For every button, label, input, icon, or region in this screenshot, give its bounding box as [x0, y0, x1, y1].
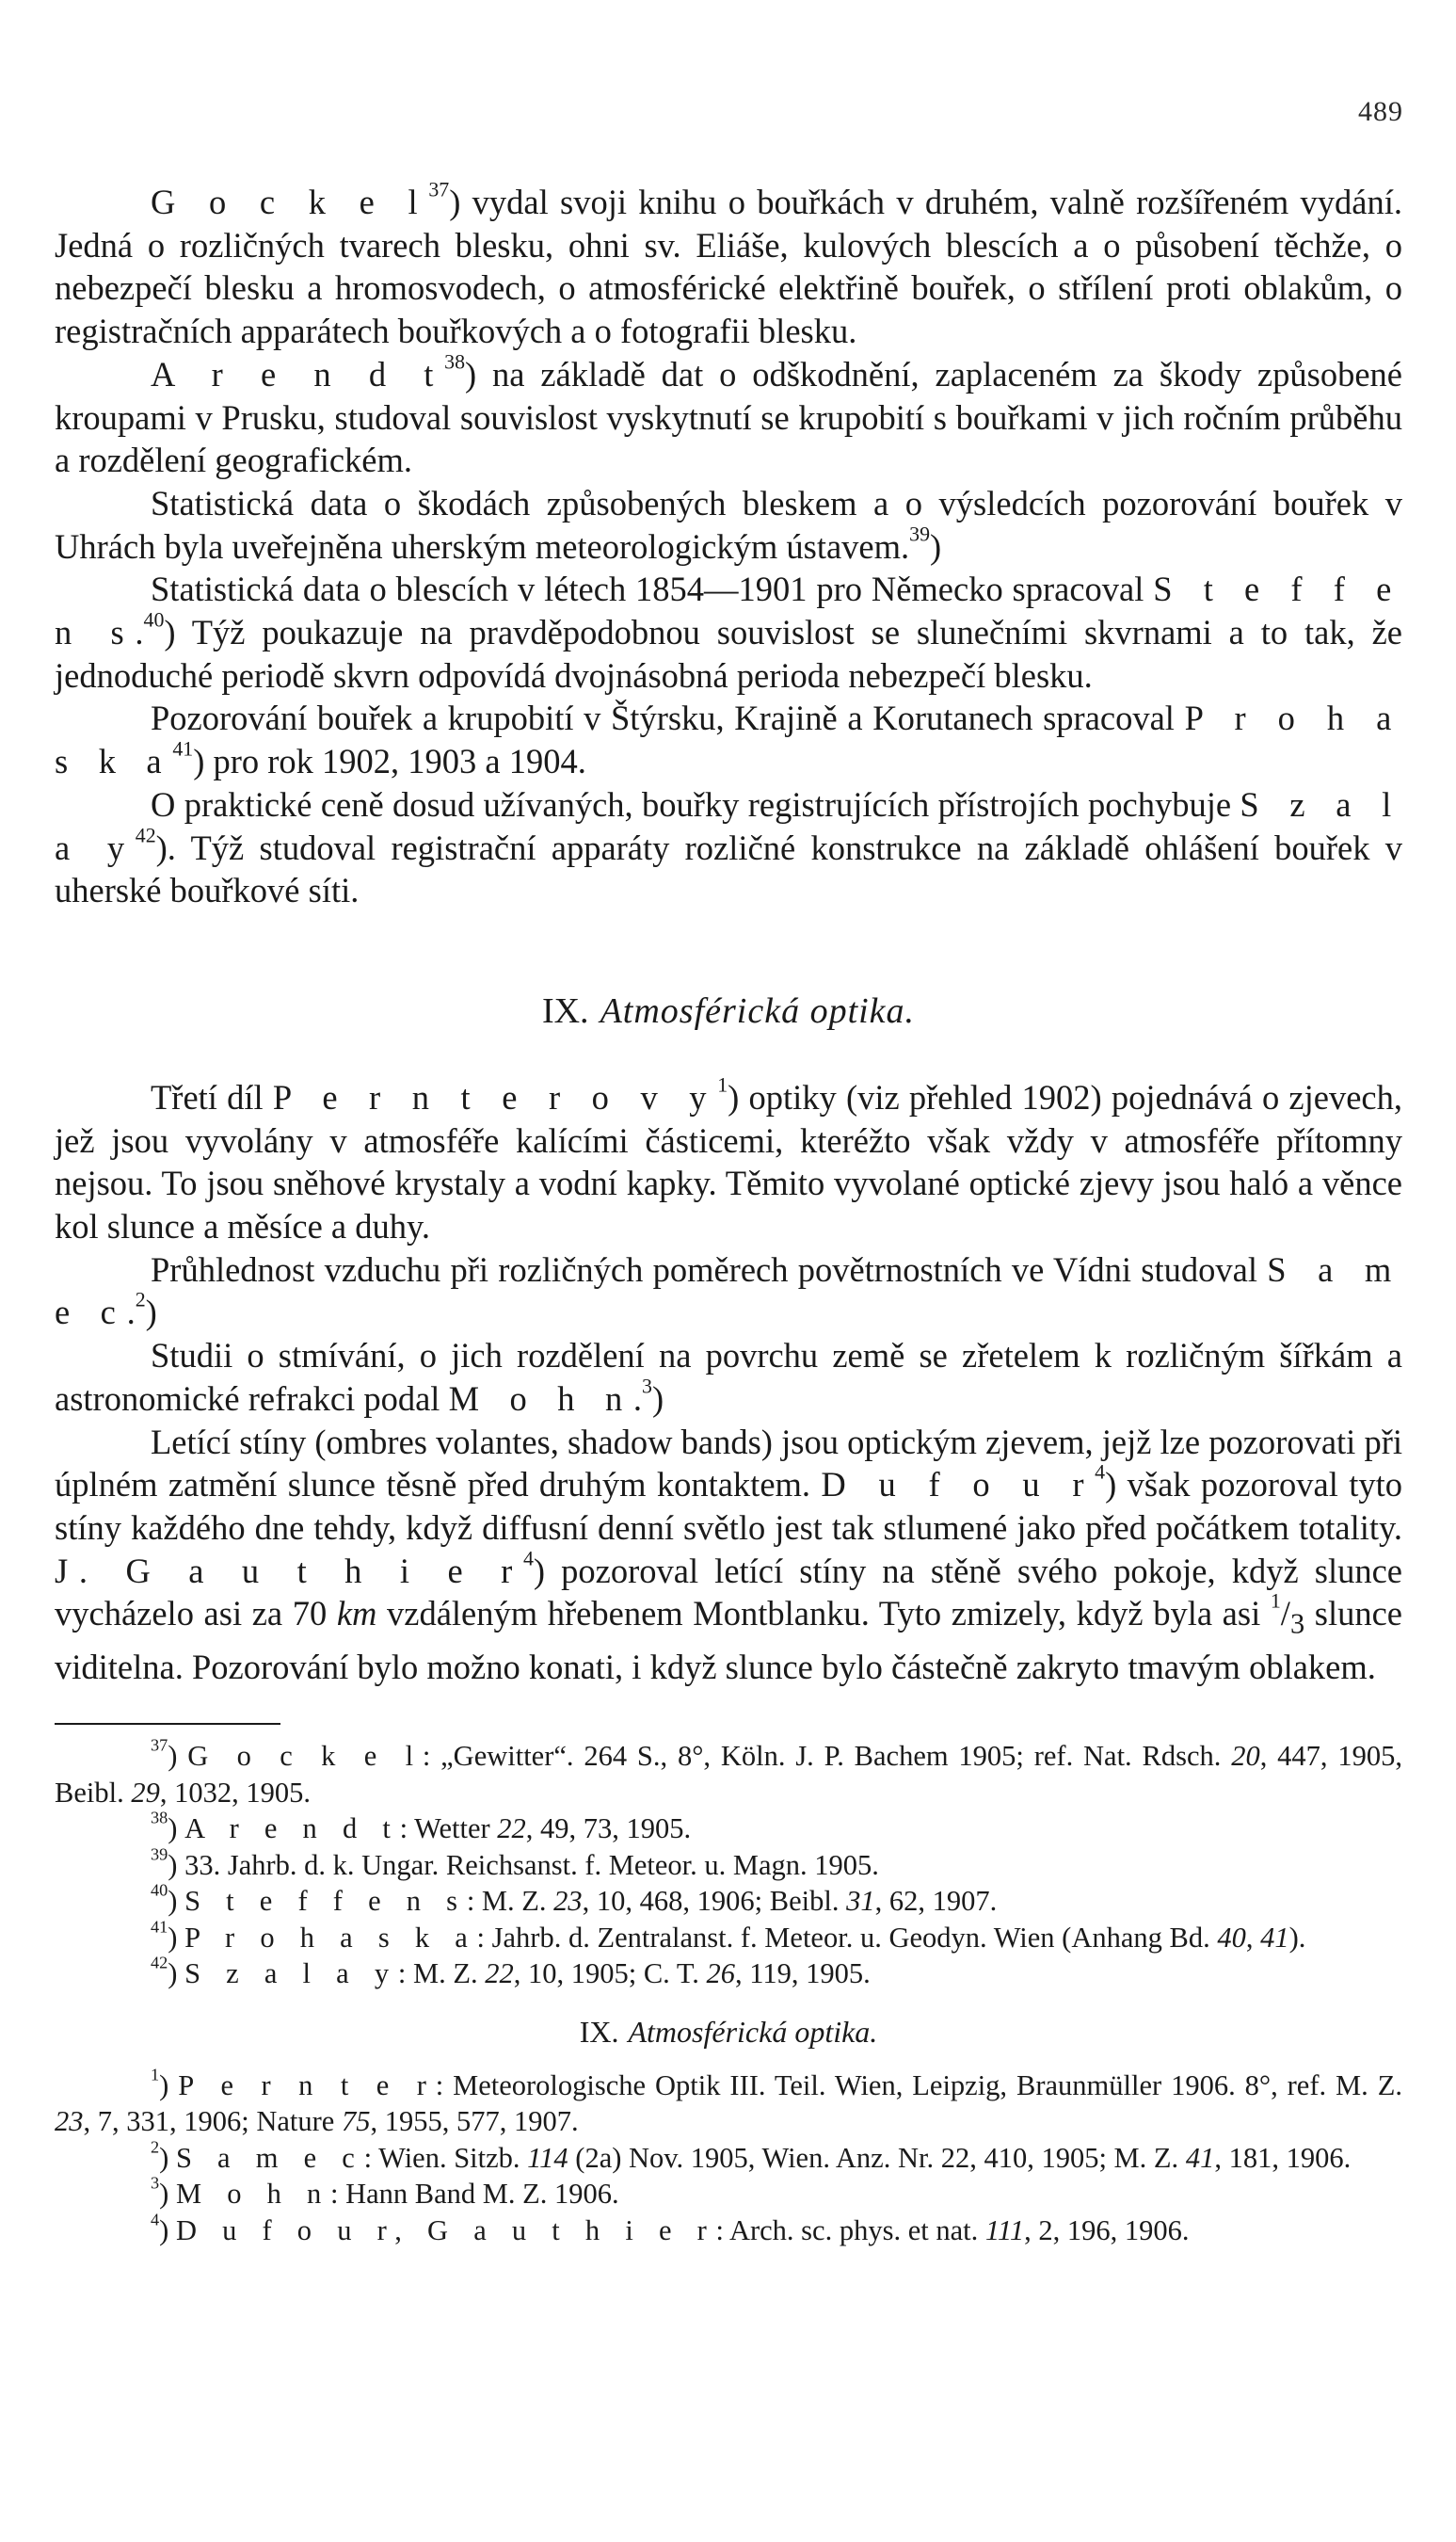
paragraph [55, 177, 1402, 353]
unit: km [336, 1594, 377, 1633]
footnote-mark: 38 [151, 1808, 168, 1827]
paragraph-text: . [135, 613, 144, 652]
volume-number: 114 [527, 2141, 568, 2174]
paragraph [55, 1072, 1403, 1248]
footnote-ref: 37 [428, 177, 450, 201]
volume-number: 41 [1185, 2141, 1215, 2174]
paragraph-text: ) [145, 1293, 157, 1332]
paragraph-text: ) však pozoroval tyto stíny každého dne tehdy, když diffusní denní světlo jest tak stlumené jako před počátkem totality. [55, 1465, 1402, 1547]
footnote-ref: 40 [143, 607, 165, 632]
volume-number: 26 [706, 1957, 735, 1990]
footnote-rule [55, 1723, 280, 1725]
volume-number: 75 [341, 2105, 371, 2138]
footnote: $^{42}$) S z a l a y: M. Z. 22, 10, 1905; C. T. 26, 119, 1905. [151, 1953, 871, 1990]
paragraph-text: ). Týž studoval registrační apparáty rozličné konstrukce na základě ohlášení bouřek v uherské bouřkové síti. [55, 828, 1402, 910]
paragraph-text: ) [930, 526, 942, 566]
paragraph-text: vzdáleným hřebenem Montblanku. Tyto zmizely, když byla asi [376, 1594, 1271, 1633]
paragraph [55, 1421, 1402, 1690]
footnote-author: P e r n t e r [178, 2068, 436, 2101]
volume-number: 23 [553, 1885, 583, 1918]
volume-number: 23 [55, 2105, 84, 2138]
author-name: A r e n d t [151, 354, 445, 394]
footnote-mark: 4 [151, 2210, 160, 2229]
author-name: P r o h a s k a [55, 699, 1403, 781]
paragraph-text: Studii o stmívání, o jich rozdělení na povrchu země se zřetelem k rozličným šířkám a astronomické refrakci podal [55, 1336, 1402, 1418]
volume-number: 40 [1217, 1921, 1246, 1954]
footnote-author: D u f o u r, G a u t h i e r [175, 2213, 716, 2246]
author-name: S a m e c [55, 1249, 1403, 1332]
paragraph-text: ) pozoroval letící stíny na stěně svého pokoje, když slunce vycházelo asi za 70 [55, 1551, 1402, 1633]
volume-number: 111 [984, 2213, 1025, 2246]
volume-number: 41 [1260, 1921, 1289, 1954]
paragraph-text: ) Týž poukazuje na pravděpodobnou souvislost se slunečními skvrnami a to tak, že jednoduché periodě skvrn odpovídá dvojnásobná perioda nebezpečí blesku. [55, 613, 1402, 695]
author-name: G o c k e l [151, 183, 429, 221]
footnote-list [55, 1735, 1402, 1992]
body-text [55, 1072, 1403, 1689]
paragraph [55, 783, 1402, 912]
footnote-author: P r o h a s k a [184, 1921, 477, 1954]
footnotes-section-title: Atmosférická optika. [628, 2014, 878, 2049]
paragraph-text: Statistická data o škodách způsobených bleskem a o výsledcích pozorování bouřek v Uhrách byla uveřejněna uherským meteorologickým ústavem. [55, 483, 1402, 566]
footnote-mark: 42 [151, 1953, 168, 1972]
author-name: S t e f f e n s [55, 570, 1402, 652]
footnotes-section-heading [55, 2013, 1402, 2051]
author-name: S z a l a y [55, 784, 1402, 867]
footnote-author: A r e n d t [184, 1812, 400, 1845]
footnote-mark: 40 [151, 1880, 168, 1900]
paragraph-text: ) vydal svoji knihu o bouřkách v druhém, valně rozšířeném vydání. Jedná o rozličných tvarech blesku, ohni sv. Eliáše, kulových blescích a o působení těchže, o nebezpečí blesku a hromosvodech, o atmosférické elektřině bouřek, o střílení proti oblakům, o registračních apparátech bouřkových a o fotografii blesku. [55, 183, 1402, 351]
footnote-list [55, 2067, 1402, 2249]
paragraph-text: ) na základě dat o odškodnění, zaplaceném za škody způsobené kroupami v Prusku, studoval souvislost vyskytnutí se krupobití s bouřkami v jich ročním průběhu a rozdělení geografickém. [55, 354, 1402, 480]
footnote-ref: 4 [522, 1546, 534, 1570]
footnote-ref: 2 [135, 1287, 146, 1311]
volume-number: 20 [1231, 1740, 1260, 1773]
volume-number: 29 [131, 1776, 160, 1809]
fraction-numerator: 1 [1270, 1588, 1281, 1613]
footnote: $^{38}$) A r e n d t: Wetter 22, 49, 73, 1905. [151, 1808, 692, 1845]
footnote-mark: 3 [151, 2173, 160, 2193]
footnote: $^{41}$) P r o h a s k a: Jahrb. d. Zentralanst. f. Meteor. u. Geodyn. Wien (Anhang Bd. 40, 41). [151, 1917, 1306, 1954]
paragraph-text: Statistická data o blescích v létech 1854—1901 pro Německo spracoval [151, 570, 1154, 609]
footnote-mark: 2 [151, 2137, 160, 2157]
fraction-denominator: 3 [1289, 1607, 1305, 1640]
paragraph [55, 349, 1402, 482]
footnote: $^{39}$) 33. Jahrb. d. k. Ungar. Reichsanst. f. Meteor. u. Magn. 1905. [151, 1844, 879, 1881]
footnote-author: S z a l a y [184, 1957, 398, 1990]
paragraph [55, 482, 1402, 568]
paragraph-text: Pozorování bouřek a krupobití v Štýrsku, Krajině a Korutanech spracoval [151, 699, 1185, 738]
paragraph-text: . [632, 1378, 643, 1418]
footnote-author: G o c k e l [187, 1740, 423, 1773]
author-name: M o h n [448, 1378, 633, 1418]
footnote-mark: 37 [151, 1735, 168, 1755]
paragraph-text: Letící stíny (ombres volantes, shadow bands) jsou optickým zjevem, jejž lze pozorovati při úplném zatmění slunce těsně před druhým kontaktem. [55, 1422, 1402, 1504]
footnote-author: M o h n [175, 2178, 331, 2211]
author-name: P e r n t e r o v y [272, 1077, 718, 1117]
footnote: $^3$) M o h n: Hann Band M. Z. 1906. [151, 2173, 619, 2211]
volume-number: 22 [497, 1812, 526, 1845]
paragraph-text: . [126, 1293, 136, 1332]
footnote-author: S t e f f e n s [184, 1885, 467, 1918]
paragraph [55, 697, 1402, 782]
paragraph-text: ) [651, 1378, 664, 1418]
footnote-ref: 41 [172, 736, 194, 761]
paragraph-text: slunce viditelna. Pozorování bylo možno konati, i když slunce bylo částečně zakryto tmavým oblakem. [55, 1594, 1403, 1687]
section-number: IX. [541, 990, 589, 1031]
footnote-mark: 41 [151, 1917, 168, 1937]
footnote: $^4$) D u f o u r, G a u t h i e r: Arch. sc. phys. et nat. 111, 2, 196, 1906. [151, 2210, 1190, 2246]
section-heading [55, 989, 1402, 1033]
paragraph [55, 568, 1402, 697]
paragraph [55, 1248, 1402, 1334]
footnote-author: S a m e c [175, 2141, 364, 2174]
author-name: D u f o u r [821, 1465, 1096, 1504]
footnote-ref: 3 [642, 1374, 652, 1398]
footnote: $^{40}$) S t e f f e n s: M. Z. 23, 10, 468, 1906; Beibl. 31, 62, 1907. [151, 1880, 998, 1918]
paragraph-text: Průhlednost vzduchu při rozličných poměrech povětrnostních ve Vídni studoval [151, 1249, 1268, 1289]
fraction-separator: / [1280, 1594, 1290, 1633]
footnote: $^1$) P e r n t e r: Meteorologische Optik III. Teil. Wien, Leipzig, Braunmüller 1906. 8°, ref. M. Z. 23, 7, 331, 1906; Nature 75, 1955, 577, 1907. [55, 2065, 1402, 2138]
author-name: J. G a u t h i e r [55, 1551, 523, 1590]
footnote: $^2$) S a m e c: Wien. Sitzb. 114 (2a) Nov. 1905, Wien. Anz. Nr. 22, 410, 1905; M. Z. 41, 181, 1906. [151, 2137, 1352, 2174]
paragraph [55, 1334, 1402, 1420]
footnotes-section-number: IX. [579, 2014, 619, 2049]
volume-number: 31 [846, 1885, 875, 1918]
footnote: $^{37}$) G o c k e l: „Gewitter“. 264 S., 8°, Köln. J. P. Bachem 1905; ref. Nat. Rdsch. 20, 447, 1905, Beibl. 29, 1032, 1905. [55, 1735, 1402, 1809]
footnotes [55, 1723, 1402, 2248]
body-text [55, 177, 1403, 912]
footnote-ref: 4 [1095, 1459, 1106, 1484]
footnote-ref: 42 [135, 822, 156, 846]
paragraph-text: Třetí díl [151, 1077, 273, 1117]
page-number: 489 [1358, 96, 1403, 127]
paragraph-text: ) pro rok 1902, 1903 a 1904. [193, 742, 586, 781]
footnote-ref: 38 [444, 349, 466, 374]
footnote-mark: 1 [151, 2065, 160, 2084]
volume-number: 22 [485, 1957, 514, 1990]
paragraph-text: ) optiky (viz přehled 1902) pojednává o zjevech, jež jsou vyvolány v atmosféře kalícími částicemi, kteréžto však vždy v atmosféře přítomny nejsou. To jsou sněhové krystaly a vodní kapky. Těmito vyvolané optické zjevy jsou haló a věnce kol slunce a měsíce a duhy. [55, 1077, 1403, 1247]
footnote-ref: 39 [909, 522, 931, 546]
footnote-ref: 1 [717, 1072, 728, 1097]
section-title: Atmosférická optika. [600, 990, 916, 1031]
page-content [55, 177, 1403, 2248]
footnote-mark: 39 [151, 1844, 168, 1864]
paragraph-text: O praktické ceně dosud užívaných, bouřky registrujících přístrojích pochybuje [151, 784, 1240, 824]
